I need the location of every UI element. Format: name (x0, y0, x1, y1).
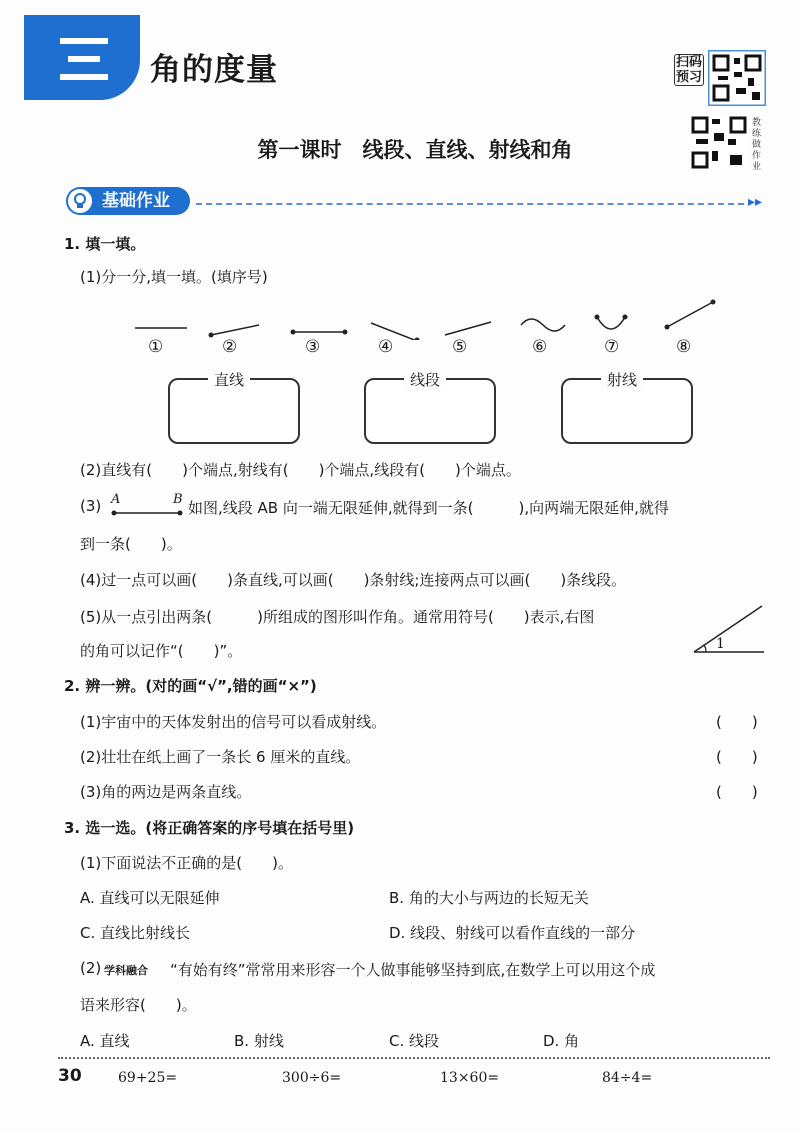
calc-item: 13×60= (440, 1070, 500, 1086)
figure-label: ⑤ (452, 337, 468, 357)
q3-option[interactable]: D. 角 (543, 1032, 580, 1050)
q3-title: 3. 选一选。(将正确答案的序号填在括号里) (64, 819, 355, 837)
three-bars-icon (58, 34, 110, 84)
footer-divider (58, 1057, 770, 1059)
q3-option[interactable]: A. 直线 (80, 1032, 130, 1050)
figure-label: ① (148, 337, 164, 357)
answer-paren[interactable]: ( ) (716, 713, 758, 731)
q1-sub5: (5)从一点引出两条( )所组成的图形叫作角。通常用符号( )表示,右图 (80, 608, 595, 626)
qr-code-icon[interactable] (708, 50, 766, 106)
section-label: 基础作业 (102, 191, 170, 211)
q2-item: (2)壮壮在纸上画了一条长 6 厘米的直线。 (80, 748, 361, 766)
q1-sub3: 如图,线段 AB 向一端无限延伸,就得到一条( ),向两端无限延伸,就得 (188, 499, 669, 517)
box-label: 直线 (208, 369, 250, 390)
angle-figure (692, 600, 766, 656)
box-label: 线段 (404, 369, 446, 390)
q2-title: 2. 辨一辨。(对的画“√”,错的画“×”) (64, 677, 317, 695)
q3-sub2-prefix: (2) (80, 959, 102, 977)
q3-sub1: (1)下面说法不正确的是( )。 (80, 854, 293, 872)
q3-option[interactable]: A. 直线可以无限延伸 (80, 889, 220, 907)
figure-label: ⑥ (532, 337, 548, 357)
q3-sub2-cont: 语来形容( )。 (80, 996, 197, 1014)
lesson-title: 第一课时 线段、直线、射线和角 (257, 138, 573, 162)
figure-label: ⑧ (676, 337, 692, 357)
figure-label: ③ (305, 337, 321, 357)
q1-sub3-prefix: (3) (80, 497, 102, 515)
line-figures (125, 295, 725, 340)
answer-paren[interactable]: ( ) (716, 783, 758, 801)
q2-item: (1)宇宙中的天体发射出的信号可以看成射线。 (80, 713, 387, 731)
figure-label: ② (222, 337, 238, 357)
calc-item: 300÷6= (282, 1070, 342, 1086)
q1-sub2: (2)直线有( )个端点,射线有( )个端点,线段有( )个端点。 (80, 461, 521, 479)
figure-label: ④ (378, 337, 394, 357)
calc-item: 84÷4= (602, 1070, 653, 1086)
arrows-icon: ▸▸ (748, 194, 763, 210)
q3-option[interactable]: C. 直线比射线长 (80, 924, 191, 942)
q1-sub4: (4)过一点可以画( )条直线,可以画( )条射线;连接两点可以画( )条线段。 (80, 571, 627, 589)
q1-title: 1. 填一填。 (64, 235, 146, 253)
point-b-label: B (173, 492, 183, 507)
section-divider (196, 203, 744, 205)
q3-option[interactable]: D. 线段、射线可以看作直线的一部分 (389, 924, 636, 942)
q1-sub3-cont: 到一条( )。 (80, 535, 182, 553)
q3-option[interactable]: B. 角的大小与两边的长短无关 (389, 889, 589, 907)
point-a-label: A (111, 492, 121, 507)
q3-option[interactable]: B. 射线 (234, 1032, 284, 1050)
q2-item: (3)角的两边是两条直线。 (80, 783, 252, 801)
lightbulb-icon (68, 189, 92, 213)
page-number: 30 (58, 1066, 82, 1086)
subject-tag: 学科融合 (104, 964, 148, 977)
box-label: 射线 (601, 369, 643, 390)
calc-item: 69+25= (118, 1070, 178, 1086)
teacher-label: 教练做作业 (752, 118, 762, 172)
segment-ab (108, 508, 188, 518)
qr-label: 扫码预习 (675, 55, 702, 85)
q1-sub1: (1)分一分,填一填。(填序号) (80, 268, 268, 286)
q1-sub5-cont: 的角可以记作“( )”。 (80, 642, 243, 660)
figure-label: ⑦ (604, 337, 620, 357)
angle-label: 1 (716, 636, 725, 652)
answer-paren[interactable]: ( ) (716, 748, 758, 766)
q3-sub2: “有始有终”常常用来形容一个人做事能够坚持到底,在数学上可以用这个成 (170, 961, 656, 979)
chapter-title: 角的度量 (150, 52, 278, 88)
q3-option[interactable]: C. 线段 (389, 1032, 440, 1050)
